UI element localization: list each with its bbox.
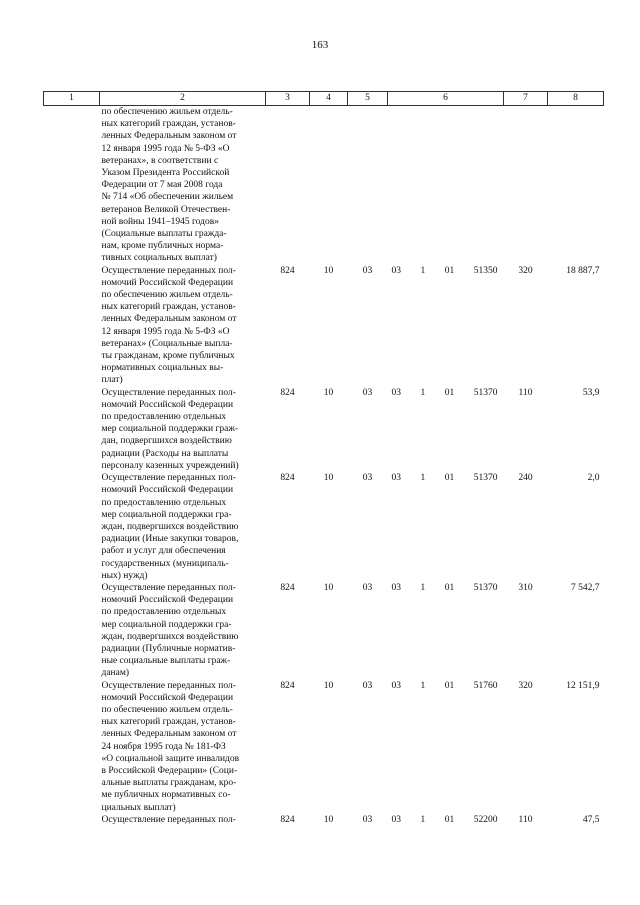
row-col-5: 03 <box>362 582 373 593</box>
code-part: 51370 <box>473 387 498 398</box>
description-line: ленных Федеральным законом от <box>101 729 237 740</box>
header-col-3: 3 <box>266 92 310 106</box>
row-col-6 <box>388 814 504 826</box>
table-row <box>44 814 604 826</box>
row-col-6 <box>388 680 504 814</box>
row-description <box>100 582 266 680</box>
header-col-4: 4 <box>310 92 348 106</box>
target-article-code <box>388 387 504 399</box>
row-col-3: 824 <box>280 265 295 276</box>
table-row <box>44 387 604 472</box>
description-line: ветеранах», в соответствии с <box>101 155 219 166</box>
row-col-7: 110 <box>518 814 533 825</box>
table-row <box>44 106 604 265</box>
row-col-7: 110 <box>518 387 533 398</box>
row-col-3: 824 <box>280 582 295 593</box>
code-part: 1 <box>420 387 426 398</box>
description-line: по предоставлению отдельных <box>101 497 227 508</box>
description-line: Осуществление переданных пол- <box>101 265 236 276</box>
description-line: в Российской Федерации» (Соци- <box>101 765 238 776</box>
row-col-6 <box>388 265 504 387</box>
header-row <box>44 92 604 106</box>
row-col-8: 7 542,7 <box>571 582 600 593</box>
row-description <box>100 387 266 472</box>
code-part: 51370 <box>473 582 498 593</box>
description-line: 12 января 1995 года № 5-ФЗ «О <box>101 143 230 154</box>
code-part: 03 <box>391 473 401 484</box>
description-line: «О социальной защите инвалидов <box>101 753 240 764</box>
description-line: плат) <box>101 375 123 386</box>
description-line: № 714 «Об обеспечении жильем <box>101 192 234 203</box>
description-line: номочий Российской Федерации <box>101 277 234 288</box>
row-col-7 <box>504 106 548 265</box>
description-line: по обеспечению жильем отдель- <box>101 290 233 301</box>
row-col-6 <box>388 582 504 680</box>
row-col-8: 12 151,9 <box>566 680 600 691</box>
row-col-5 <box>348 106 388 265</box>
target-article-code <box>388 265 504 277</box>
description-line: 12 января 1995 года № 5-ФЗ «О <box>101 326 230 337</box>
description-line: циальных выплат) <box>101 802 176 813</box>
code-part: 1 <box>420 473 426 484</box>
description-line: государственных (муниципаль- <box>101 558 229 569</box>
target-article-code <box>388 472 504 484</box>
description-line: Осуществление переданных пол- <box>101 387 236 398</box>
description-line: номочий Российской Федерации <box>101 595 234 606</box>
description-line: персоналу казенных учреждений) <box>101 460 239 471</box>
target-article-code <box>388 680 504 692</box>
page-number: 163 <box>311 39 329 51</box>
code-part: 03 <box>391 680 401 691</box>
code-part: 1 <box>420 582 426 593</box>
row-col-8: 2,0 <box>587 473 600 484</box>
code-part: 03 <box>391 265 401 276</box>
code-part: 1 <box>420 265 426 276</box>
row-col-6 <box>388 106 504 265</box>
row-col-3: 824 <box>280 387 295 398</box>
row-col-4: 10 <box>323 387 334 398</box>
code-part: 03 <box>391 387 401 398</box>
code-part: 03 <box>391 582 401 593</box>
description-line: ветеранов Великой Отечествен- <box>101 204 231 215</box>
description-line: Осуществление переданных пол- <box>101 814 236 825</box>
row-col-3 <box>266 106 310 265</box>
row-col-3: 824 <box>280 814 295 825</box>
description-line: мер социальной поддержки граж- <box>101 424 239 435</box>
description-line: радиации (Публичные норматив- <box>101 643 236 654</box>
description-line: дан, подвергшихся воздействию <box>101 436 232 447</box>
description-line: ленных Федеральным законом от <box>101 314 237 325</box>
table-row <box>44 680 604 814</box>
code-part: 01 <box>444 387 455 398</box>
row-col-4: 10 <box>323 473 334 484</box>
row-col-4: 10 <box>323 680 334 691</box>
code-part: 01 <box>444 582 455 593</box>
code-part: 01 <box>444 680 455 691</box>
code-part: 03 <box>391 814 401 825</box>
row-col-3: 824 <box>280 473 295 484</box>
description-line: ных категорий граждан, установ- <box>101 119 236 130</box>
row-col-1 <box>44 265 100 387</box>
description-line: мер социальной поддержки гра- <box>101 619 232 630</box>
row-description <box>100 814 266 826</box>
description-line: ветеранах» (Социальные выпла- <box>101 338 233 349</box>
row-col-8: 18 887,7 <box>566 265 600 276</box>
description-line: радиации (Иные закупки товаров, <box>101 534 239 545</box>
row-description <box>100 680 266 814</box>
row-col-1 <box>44 472 100 582</box>
code-part: 1 <box>420 814 426 825</box>
row-col-4 <box>310 106 348 265</box>
description-line: тивных социальных выплат) <box>101 253 217 264</box>
description-line: номочий Российской Федерации <box>101 692 234 703</box>
row-col-7: 320 <box>518 265 533 276</box>
description-line: ных категорий граждан, установ- <box>101 717 236 728</box>
row-col-5: 03 <box>362 680 373 691</box>
row-col-5: 03 <box>362 265 373 276</box>
row-col-4: 10 <box>323 582 334 593</box>
description-line: нормативных социальных вы- <box>101 363 224 374</box>
description-line: по предоставлению отдельных <box>101 412 227 423</box>
description-line: (Социальные выплаты гражда- <box>101 229 227 240</box>
description-line: ждан, подвергшихся воздействию <box>101 521 239 532</box>
description-line: ных категорий граждан, установ- <box>101 302 236 313</box>
row-description <box>100 265 266 387</box>
row-col-8: 47,5 <box>582 814 600 825</box>
description-line: Осуществление переданных пол- <box>101 582 236 593</box>
table-row <box>44 472 604 582</box>
code-part: 51760 <box>473 680 498 691</box>
description-line: Осуществление переданных пол- <box>101 680 236 691</box>
description-line: ных) нужд) <box>101 570 148 581</box>
row-col-7: 240 <box>518 473 533 484</box>
code-part: 51370 <box>473 473 498 484</box>
code-part: 52200 <box>473 814 498 825</box>
row-col-8: 53,9 <box>582 387 600 398</box>
code-part: 01 <box>444 814 455 825</box>
row-description <box>100 472 266 582</box>
row-col-1 <box>44 387 100 472</box>
header-col-5: 5 <box>348 92 388 106</box>
description-line: ной войны 1941–1945 годов» <box>101 216 219 227</box>
row-col-6 <box>388 472 504 582</box>
description-line: ленных Федеральным законом от <box>101 131 237 142</box>
table-row <box>44 582 604 680</box>
row-description <box>100 106 266 265</box>
target-article-code <box>388 582 504 594</box>
description-line: номочий Российской Федерации <box>101 399 234 410</box>
description-line: ты гражданам, кроме публичных <box>101 351 235 362</box>
description-line: работ и услуг для обеспечения <box>101 546 226 557</box>
header-col-7: 7 <box>504 92 548 106</box>
description-line: Федерации от 7 мая 2008 года <box>101 180 223 191</box>
description-line: ждан, подвергшихся воздействию <box>101 631 239 642</box>
header-col-2: 2 <box>100 92 266 106</box>
description-line: 24 ноября 1995 года № 181-ФЗ <box>101 741 226 752</box>
row-col-8 <box>548 106 604 265</box>
description-line: альные выплаты гражданам, кро- <box>101 778 237 789</box>
code-part: 51350 <box>473 265 498 276</box>
description-line: по обеспечению жильем отдель- <box>101 107 233 117</box>
code-part: 01 <box>444 473 455 484</box>
code-part: 01 <box>444 265 455 276</box>
row-col-3: 824 <box>280 680 295 691</box>
table-row <box>44 265 604 387</box>
row-col-4: 10 <box>323 265 334 276</box>
description-line: по обеспечению жильем отдель- <box>101 704 233 715</box>
row-col-5: 03 <box>362 473 373 484</box>
row-col-1 <box>44 814 100 826</box>
row-col-7: 310 <box>518 582 533 593</box>
row-col-1 <box>44 106 100 265</box>
description-line: мер социальной поддержки гра- <box>101 509 232 520</box>
row-col-1 <box>44 582 100 680</box>
description-line: Указом Президента Российской <box>101 168 230 179</box>
row-col-6 <box>388 387 504 472</box>
description-line: ные социальные выплаты граж- <box>101 656 231 667</box>
row-col-5: 03 <box>362 387 373 398</box>
row-col-7: 320 <box>518 680 533 691</box>
budget-table <box>43 91 604 826</box>
row-col-4: 10 <box>323 814 334 825</box>
description-line: по предоставлению отдельных <box>101 607 227 618</box>
description-line: нам, кроме публичных норма- <box>101 241 224 252</box>
header-col-8: 8 <box>548 92 604 106</box>
row-col-1 <box>44 680 100 814</box>
description-line: номочий Российской Федерации <box>101 485 234 496</box>
row-col-5: 03 <box>362 814 373 825</box>
description-line: радиации (Расходы на выплаты <box>101 448 229 459</box>
description-line: Осуществление переданных пол- <box>101 473 236 484</box>
code-part: 1 <box>420 680 426 691</box>
description-line: данам) <box>101 668 130 679</box>
header-col-6: 6 <box>388 92 504 106</box>
description-line: ме публичных нормативных со- <box>101 790 231 801</box>
target-article-code <box>388 814 504 826</box>
header-col-1: 1 <box>44 92 100 106</box>
